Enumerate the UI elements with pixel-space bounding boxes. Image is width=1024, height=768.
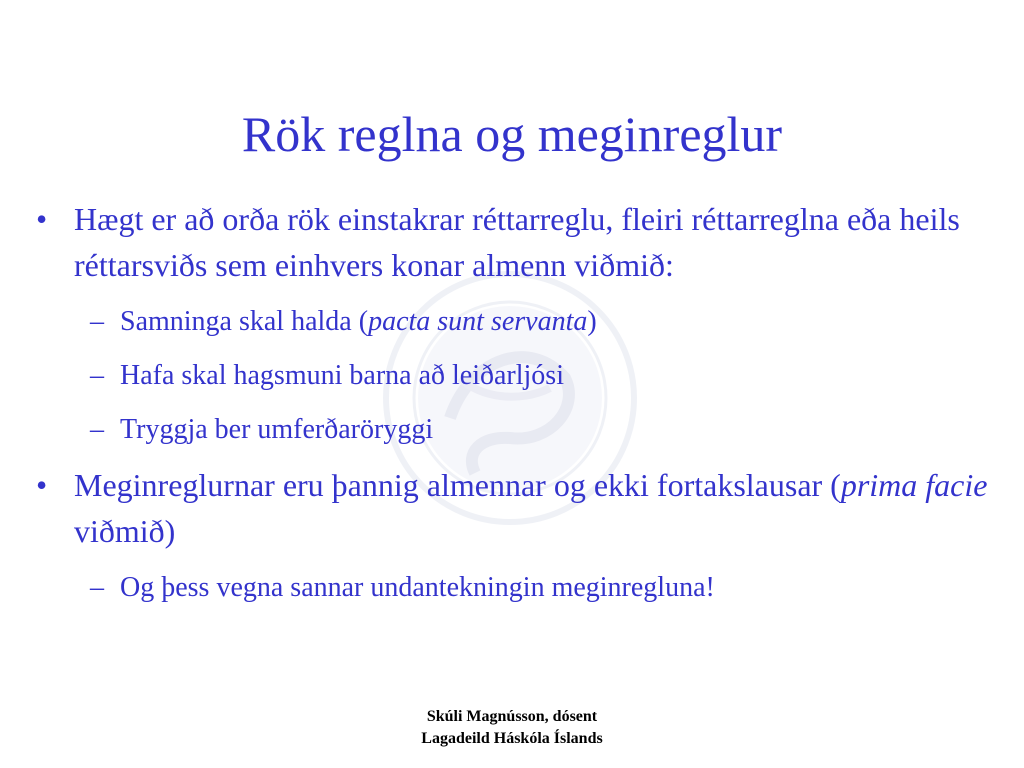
sub-bullet-text-italic: pacta sunt servanta <box>368 306 588 337</box>
bullet-text-prefix: Meginreglurnar eru þannig almennar og ekki fortakslausar ( <box>74 467 841 503</box>
bullet-text-suffix: viðmið) <box>74 513 176 549</box>
sub-bullet-item <box>30 302 990 342</box>
bullet-item <box>30 196 990 288</box>
sub-bullet-text: Og þess vegna sannar undantekningin meginregluna! <box>120 572 715 603</box>
sub-bullet-mark: – <box>90 572 104 603</box>
bullet-mark: • <box>36 201 48 237</box>
slide-body <box>30 196 990 608</box>
sub-bullet-mark: – <box>90 360 104 391</box>
bullet-text-italic: prima facie <box>840 467 988 503</box>
footer <box>0 706 1024 750</box>
bullet-text: Hægt er að orða rök einstakrar réttarreglu, fleiri réttarreglna eða heils réttarsviðs sem einhvers konar almenn viðmið: <box>74 201 960 283</box>
sub-bullet-text: Hafa skal hagsmuni barna að leiðarljósi <box>120 360 564 391</box>
sub-bullet-item <box>30 568 990 608</box>
sub-bullet-item <box>30 356 990 396</box>
sub-bullet-text-prefix: Samninga skal halda ( <box>120 306 369 337</box>
sub-bullet-text: Tryggja ber umferðaröryggi <box>120 414 434 445</box>
bullet-mark: • <box>36 467 48 503</box>
footer-author: Skúli Magnússon, dósent <box>426 708 598 725</box>
sub-bullet-text-suffix: ) <box>587 306 597 337</box>
sub-bullet-mark: – <box>90 306 104 337</box>
bullet-item <box>30 462 990 554</box>
sub-bullet-item <box>30 410 990 450</box>
footer-institution: Lagadeild Háskóla Íslands <box>421 730 603 747</box>
slide-title: Rök reglna og meginreglur <box>241 106 783 162</box>
sub-bullet-mark: – <box>90 414 104 445</box>
